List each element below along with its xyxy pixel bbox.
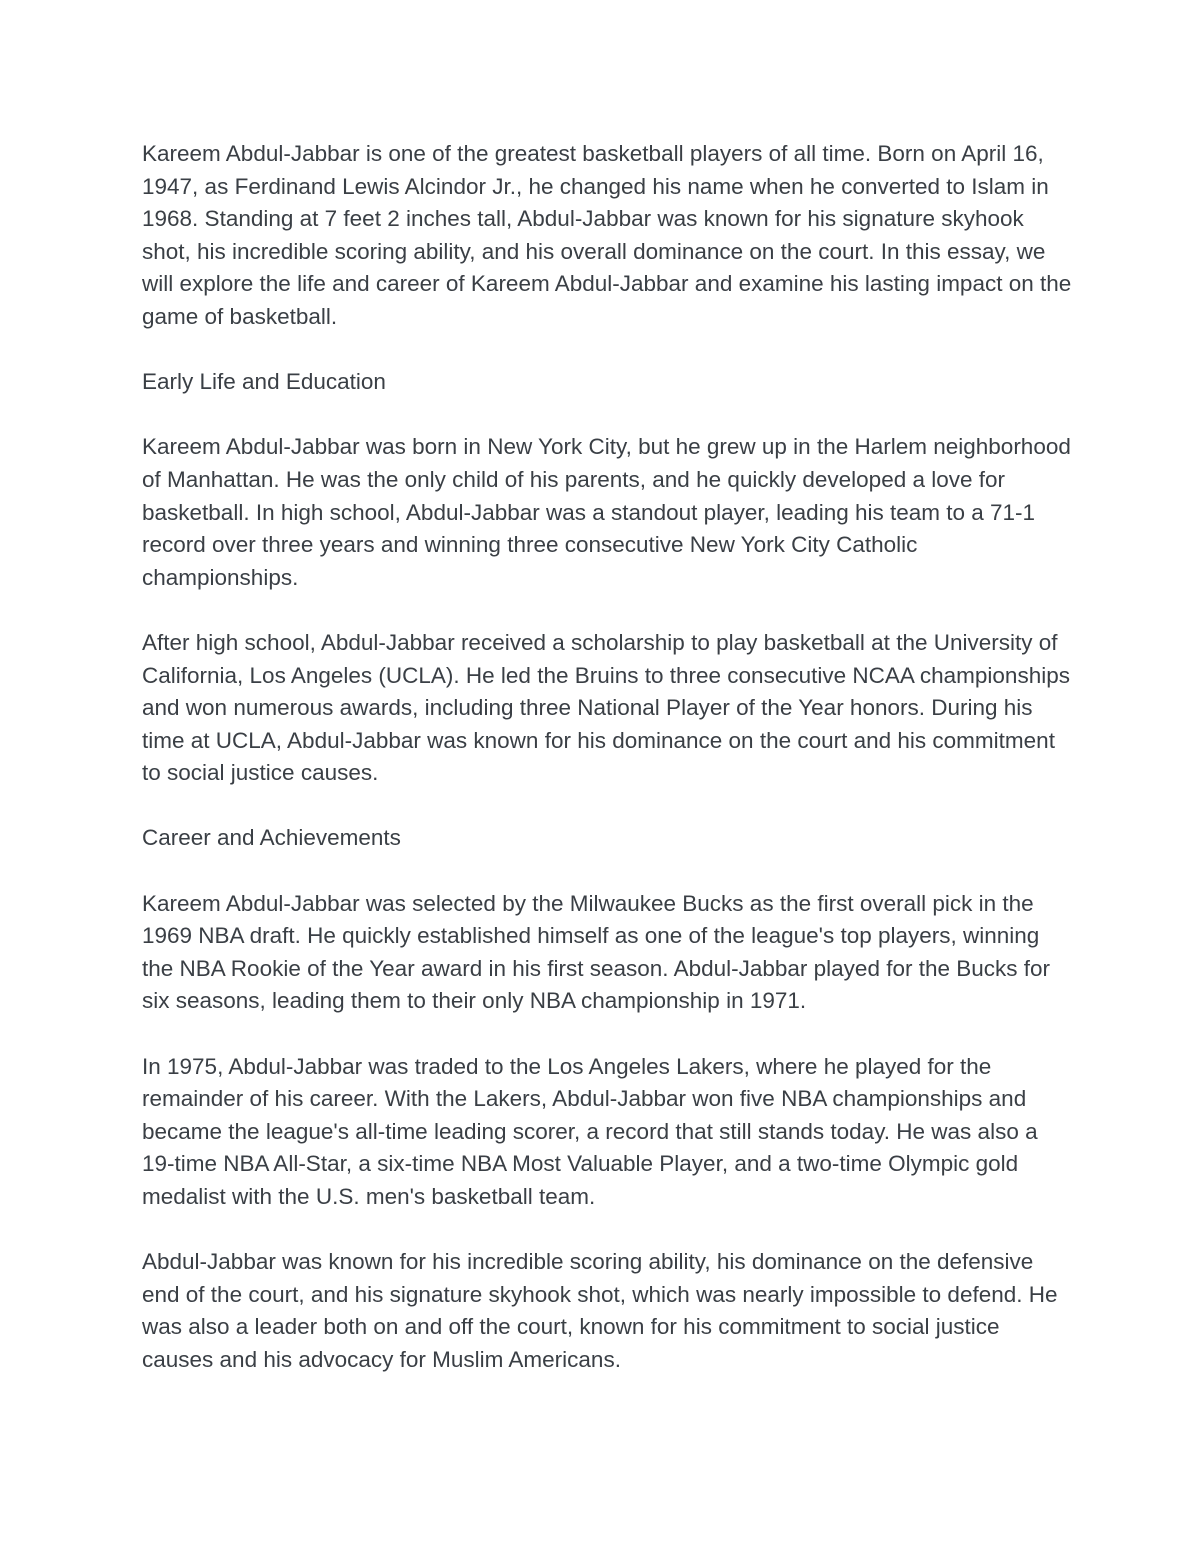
section-heading-early-life: Early Life and Education [142,369,386,395]
intro-paragraph: Kareem Abdul-Jabbar is one of the greatest basketball players of all time. Born on April 16, 1947, as Ferdinand Lewis Alcindor Jr., he changed his name when he converted to Islam in 1968. Standing at 7 feet 2 inches tall, Abdul-Jabbar was known for his signature skyhook shot, his incredible scoring ability, and his overall dominance on the court. In this essay, we will explore the life and career of Kareem Abdul-Jabbar and examine his lasting impact on the game of basketball. [142,141,1072,329]
early-life-paragraph-1: Kareem Abdul-Jabbar was born in New York City, but he grew up in the Harlem neighborhood of Manhattan. He was the only child of his parents, and he quickly developed a love for basketball. In high school, Abdul-Jabbar was a standout player, leading his team to a 71-1 record over three years and winning three consecutive New York City Catholic championships. [142,434,1071,590]
career-paragraph-3: Abdul-Jabbar was known for his incredible scoring ability, his dominance on the defensive end of the court, and his signature skyhook shot, which was nearly impossible to defend. He was also a leader both on and off the court, known for his commitment to social justice causes and his advocacy for Muslim Americans. [142,1249,1058,1372]
career-paragraph-2: In 1975, Abdul-Jabbar was traded to the Los Angeles Lakers, where he played for the remainder of his career. With the Lakers, Abdul-Jabbar won five NBA championships and became the league's all-time leading scorer, a record that still stands today. He was also a 19-time NBA All-Star, a six-time NBA Most Valuable Player, and a two-time Olympic gold medalist with the U.S. men's basketball team. [142,1053,1038,1209]
career-paragraph-1: Kareem Abdul-Jabbar was selected by the Milwaukee Bucks as the first overall pick in the 1969 NBA draft. He quickly established himself as one of the league's top players, winning the NBA Rookie of the Year award in his first season. Abdul-Jabbar played for the Bucks for six seasons, leading them to their only NBA championship in 1971. [142,890,1051,1014]
early-life-paragraph-2: After high school, Abdul-Jabbar received a scholarship to play basketball at the University of California, Los Angeles (UCLA). He led the Bruins to three consecutive NCAA championships and won numerous awards, including three National Player of the Year honors. During his time at UCLA, Abdul-Jabbar was known for his dominance on the court and his commitment to social justice causes. [142,629,1070,786]
document-body [142,138,1072,1409]
section-heading-career: Career and Achievements [142,825,401,851]
